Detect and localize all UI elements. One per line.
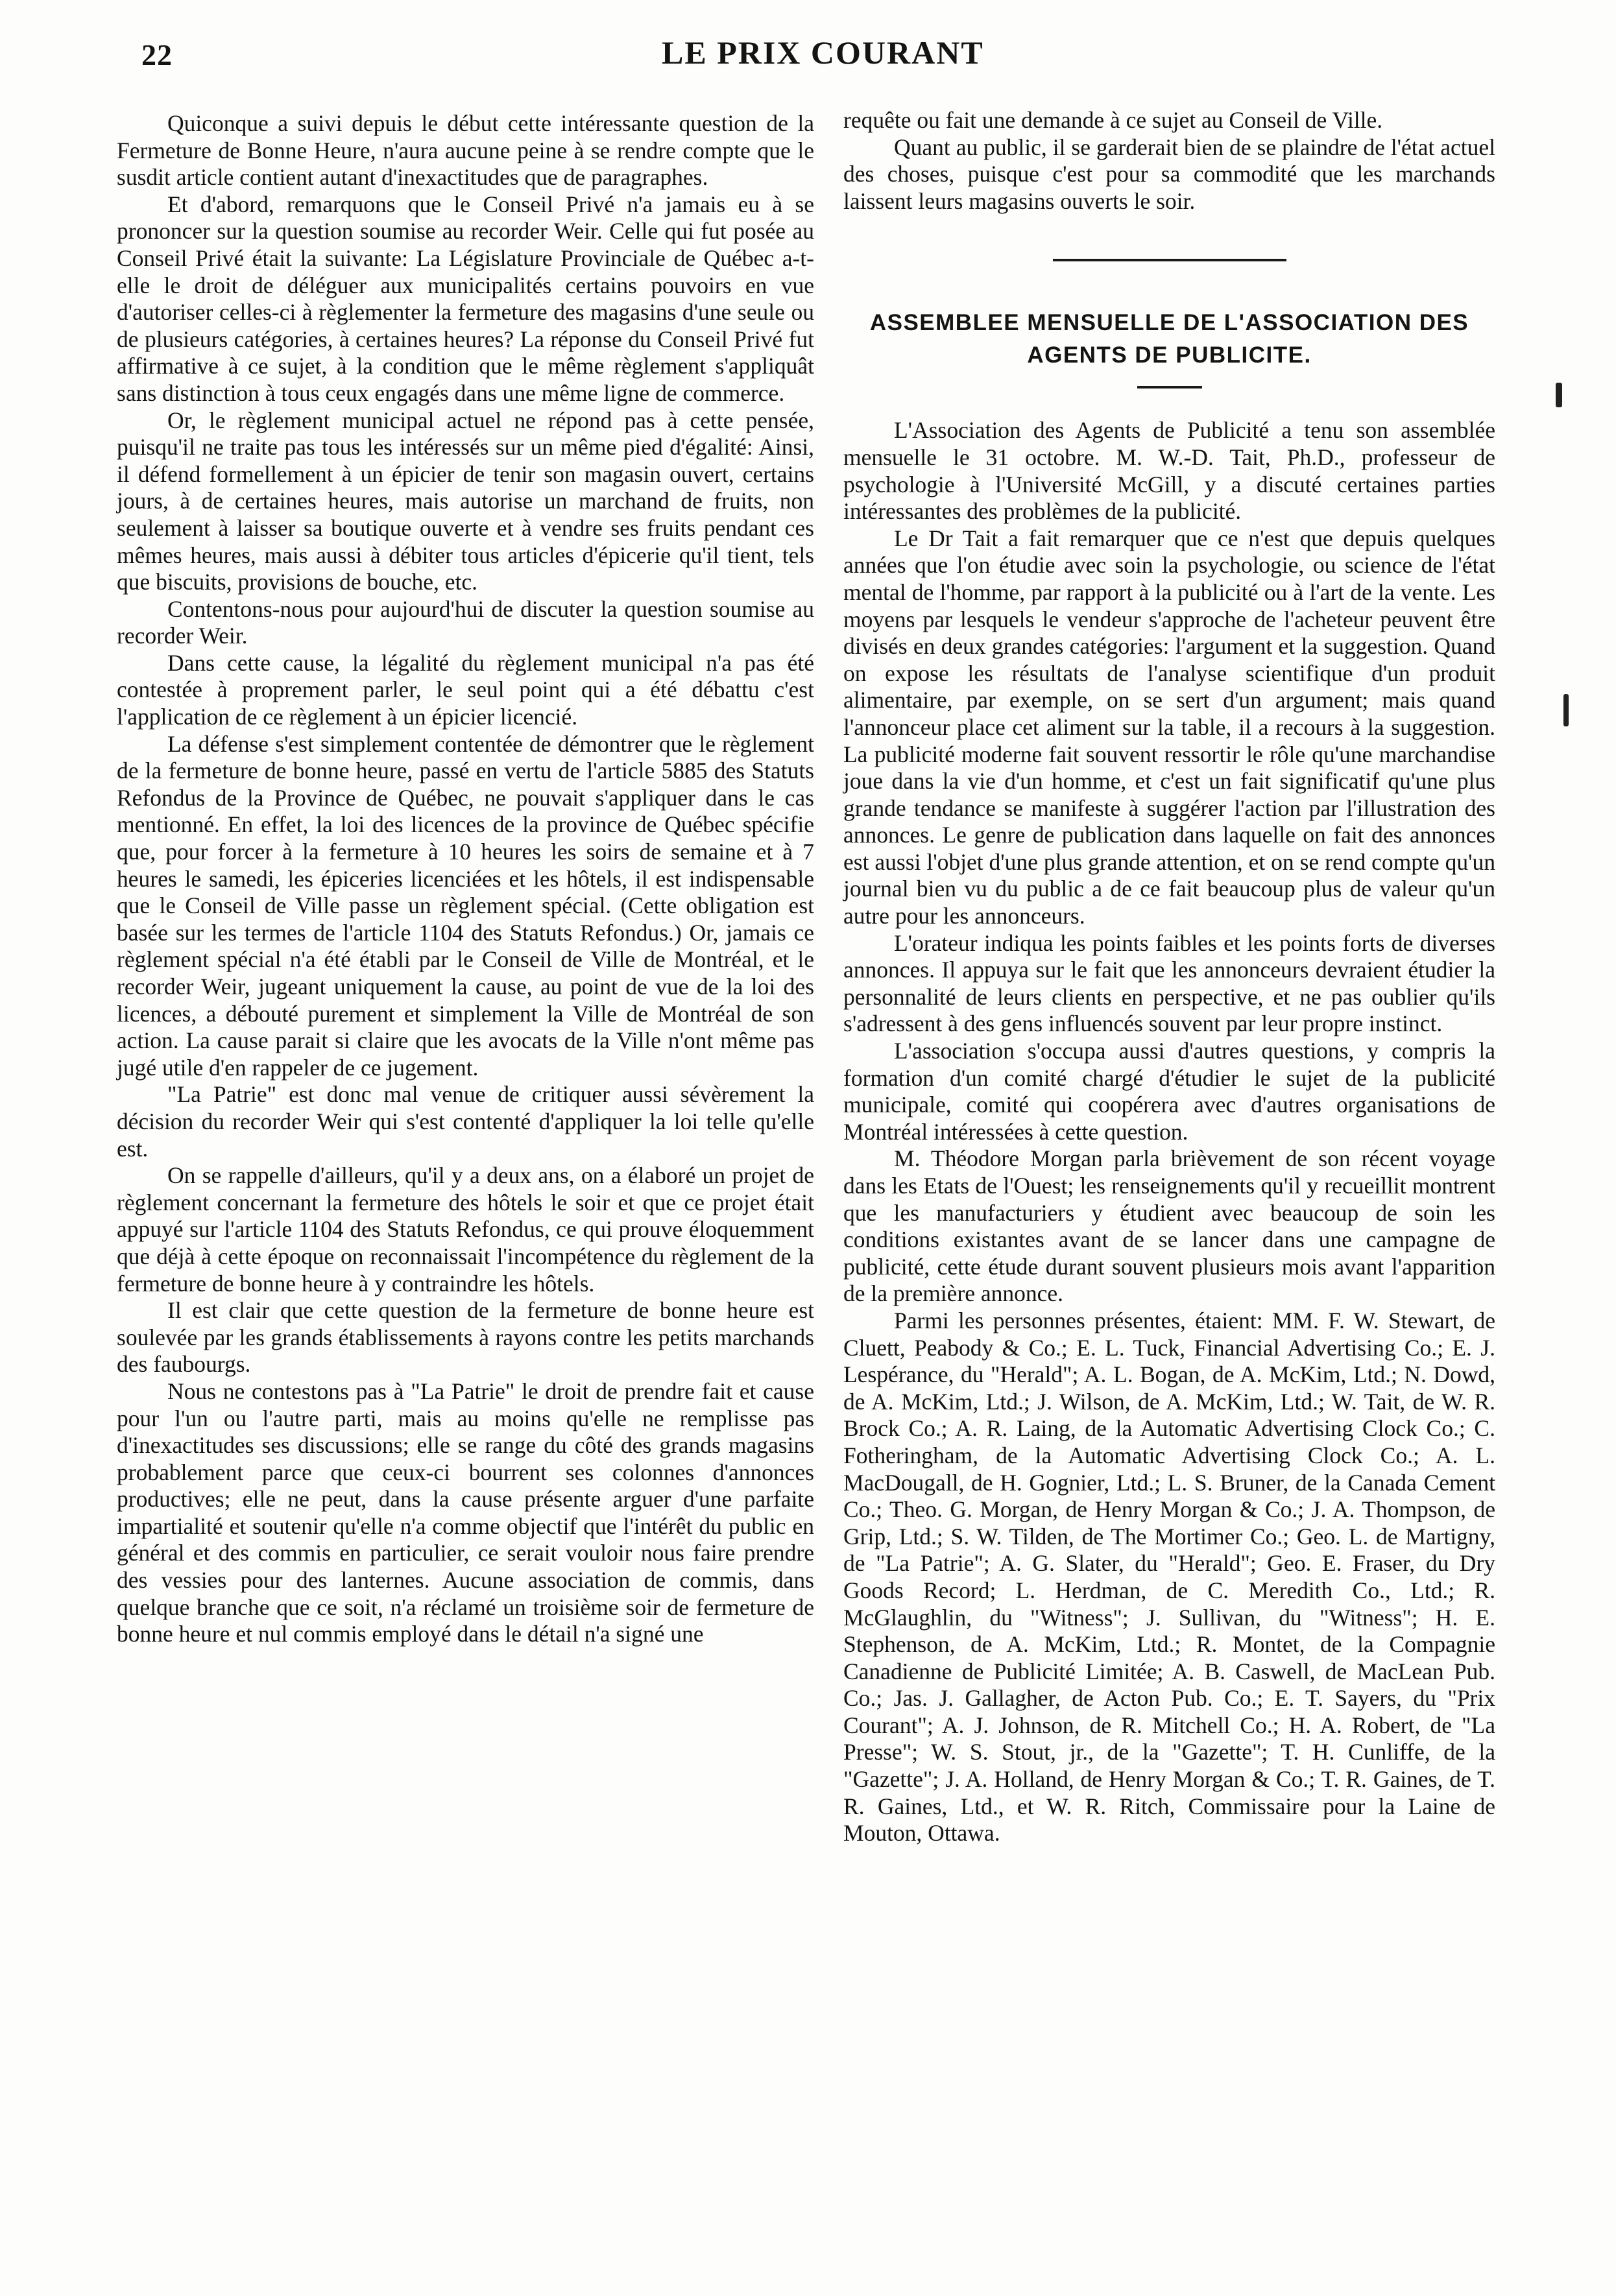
running-title: LE PRIX COURANT — [662, 34, 984, 71]
left-column — [117, 110, 814, 1648]
page-number: 22 — [141, 38, 173, 71]
continuation-paragraph: Quant au public, il se garderait bien de se plaindre de l'état actuel des choses, puisque c'est pour sa commodité que les marchands laissent leurs magasins ouverts le soir. — [843, 134, 1495, 214]
article-paragraph: Or, le règlement municipal actuel ne répond pas à cette pensée, puisqu'il ne traite pas tous les intéressés sur un même pied d'égalité: Ainsi, il défend formellement à un épicier de tenir son magasin ouvert, certains jours, à de certaines heures, mais autorise un marchand de fruits, non seulement à laisser sa boutique ouverte et à vendre ses fruits pendant ces mêmes heures, mais aussi à débiter tous articles d'épicerie qu'il tient, tels que biscuits, provisions de bouche, etc. — [117, 407, 814, 595]
binding-mark — [1563, 694, 1569, 726]
continuation-paragraph: requête ou fait une demande à ce sujet au Conseil de Ville. — [843, 107, 1383, 133]
right-column — [843, 107, 1495, 1847]
article-paragraph: M. Théodore Morgan parla brièvement de son récent voyage dans les Etats de l'Ouest; les renseignements qu'il y recueillit montrent que les manufacturiers y étudient avec beaucoup de soin les conditions existantes avant de se lancer dans une campagne de publicité, cette étude durant souvent plusieurs mois avant l'apparition de la première annonce. — [843, 1145, 1495, 1307]
article-paragraph: L'orateur indiqua les points faibles et les points forts de diverses annonces. Il appuya sur le fait que les annonceurs devraient étudier la personnalité de leurs clients en perspective, et ne pas oublier qu'ils s'adressent à des gens influencés souvent par leur propre instinct. — [843, 929, 1495, 1037]
article-paragraph: L'Association des Agents de Publicité a tenu son assemblée mensuelle le 31 octobre. M. W.-D. Tait, Ph.D., professeur de psychologie à l'Université McGill, y a discuté certaines parties intéressantes des problèmes de la publicité. — [843, 417, 1495, 525]
article-headline: ASSEMBLEE MENSUELLE DE L'ASSOCIATION DES AGENTS DE PUBLICITE. — [869, 310, 1469, 368]
article-paragraph: Et d'abord, remarquons que le Conseil Privé n'a jamais eu à se prononcer sur la question soumise au recorder Weir. Celle qui fut posée au Conseil Privé était la suivante: La Législature Provinciale de Québec a-t-elle le droit de déléguer aux municipalités certains pouvoirs en vue d'autoriser celles-ci à règlementer la fermeture des magasins d'une seule ou de plusieurs catégories, à certaines heures? La réponse du Conseil Privé fut affirmative à ce sujet, à la condition que le même règlement s'appliquât sans distinction à tous ceux engagés dans une même ligne de commerce. — [117, 191, 814, 406]
article-paragraph: "La Patrie" est donc mal venue de critiquer aussi sévèrement la décision du recorder Weir qui s'est contenté d'appliquer la loi telle qu'elle est. — [117, 1081, 814, 1162]
article-paragraph: Contentons-nous pour aujourd'hui de discuter la question soumise au recorder Weir. — [117, 595, 814, 649]
attendee-list: Parmi les personnes présentes, étaient: MM. F. W. Stewart, de Cluett, Peabody & Co.; E. L. Tuck, Financial Advertising Co.; E. J. Lespérance, du "Herald"; A. L. Bogan, de A. McKim, Ltd.; N. Dowd, de A. McKim, Ltd.; J. Wilson, de A. McKim, Ltd.; W. Tait, de W. R. Brock Co.; A. R. Laing, de la Automatic Advertising Clock Co.; C. Fotheringham, de la Automatic Advertising Clock Co.; A. L. MacDougall, de H. Gognier, Ltd.; L. S. Bruner, de la Canada Cement Co.; Theo. G. Morgan, de Henry Morgan & Co.; J. A. Thompson, de Grip, Ltd.; S. W. Tilden, de The Mortimer Co.; Geo. L. de Martigny, de "La Patrie"; A. G. Slater, du "Herald"; Geo. E. Fraser, du Dry Goods Record; L. Herdman, de C. Meredith Co., Ltd.; R. McGlaughlin, du "Witness"; J. Sullivan, du "Witness"; H. E. Stephenson, de A. McKim, Ltd.; R. Montet, de la Compagnie Canadienne de Publicité Limitée; A. B. Caswell, de MacLean Pub. Co.; Jas. J. Gallagher, de Acton Pub. Co.; E. T. Sayers, du "Prix Courant"; A. J. Johnson, de R. Mitchell Co.; H. A. Robert, de "La Presse"; W. S. Stout, jr., de la "Gazette"; T. H. Cunliffe, de la "Gazette"; J. A. Holland, de Henry Morgan & Co.; T. R. Gaines, de T. R. Gaines, Ltd., et W. R. Ritch, Commissaire pour la Laine de Mouton, Ottawa. — [843, 1307, 1495, 1847]
headline-divider — [1137, 386, 1202, 389]
article-paragraph: Quiconque a suivi depuis le début cette intéressante question de la Fermeture de Bonne Heure, n'aura aucune peine à se rendre compte que le susdit article contient autant d'inexactitudes que de paragraphes. — [117, 110, 814, 191]
section-divider — [1053, 259, 1286, 261]
article-paragraph: La défense s'est simplement contentée de démontrer que le règlement de la fermeture de bonne heure, passé en vertu de l'article 5885 des Statuts Refondus de la Province de Québec, ne pouvait s'appliquer dans le cas mentionné. En effet, la loi des licences de la province de Québec spécifie que, pour forcer à la fermeture à 10 heures les soirs de semaine et à 7 heures le samedi, les épiceries licenciées et les hôtels, il est indispensable que le Conseil de Ville passe un règlement spécial. (Cette obligation est basée sur les termes de l'article 1104 des Statuts Refondus.) Or, jamais ce règlement spécial n'a été établi par le Conseil de Ville de Montréal, et le recorder Weir, jugeant uniquement la cause, au point de vue de la loi des licences, a débouté purement et simplement la Ville de Montréal de son action. La cause parait si claire que les avocats de la Ville n'ont même pas jugé utile d'en rappeler de ce jugement. — [117, 730, 814, 1081]
article-paragraph: Dans cette cause, la légalité du règlement municipal n'a pas été contestée à proprement parler, le seul point qui a été débattu c'est l'application de ce règlement à un épicier licencié. — [117, 649, 814, 730]
article-paragraph: Nous ne contestons pas à "La Patrie" le droit de prendre fait et cause pour l'un ou l'autre parti, mais au moins qu'elle ne remplisse pas d'inexactitudes ses discussions; elle se range du côté des grands magasins probablement parce que ceux-ci bourrent ses colonnes d'annonces productives; elle ne peut, dans la cause présente arguer d'une parfaite impartialité et soutenir qu'elle n'a comme objectif que l'intérêt du public en général et des commis en particulier, ce serait vouloir nous faire prendre des vessies pour des lanternes. Aucune association de commis, dans quelque branche que ce soit, n'a réclamé un troisième soir de fermeture de bonne heure et nul commis employé dans le détail n'a signé une — [117, 1378, 814, 1647]
article-paragraph: L'association s'occupa aussi d'autres questions, y compris la formation d'un comité chargé d'étudier le sujet de la publicité municipale, comité qui coopérera avec d'autres organisations de Montréal intéressées à cette question. — [843, 1038, 1495, 1145]
binding-mark — [1556, 383, 1562, 407]
article-paragraph: On se rappelle d'ailleurs, qu'il y a deux ans, on a élaboré un projet de règlement concernant la fermeture des hôtels le soir et que ce projet était appuyé sur l'article 1104 des Statuts Refondus, ce qui prouve éloquemment que déjà à cette époque on reconnaissait l'incompétence du règlement de la fermeture de bonne heure à y contraindre les hôtels. — [117, 1162, 814, 1297]
article-paragraph: Il est clair que cette question de la fermeture de bonne heure est soulevée par les grands établissements à rayons contre les petits marchands des faubourgs. — [117, 1297, 814, 1378]
article-paragraph: Le Dr Tait a fait remarquer que ce n'est que depuis quelques années que l'on étudie avec soin la psychologie, ou science de l'état mental de l'homme, par rapport à la publicité ou à l'art de la vente. Les moyens par lesquels le vendeur s'approche de l'acheteur peuvent être divisés en deux grandes catégories: l'argument et la suggestion. Quand on expose les résultats de l'analyse scientifique d'un produit alimentaire, par exemple, on se sert d'un argument; mais quand l'annonceur place cet aliment sur la table, il a recours à la suggestion. La publicité moderne fait souvent ressortir le rôle qu'une marchandise joue dans la vie d'un homme, et c'est un fait significatif qu'une plus grande tendance se manifeste à suggérer l'action par l'illustration des annonces. Le genre de publication dans laquelle on fait des annonces est aussi l'objet d'une plus grande attention, et on se rend compte qu'un journal bien vu du public a de ce fait beaucoup plus de valeur qu'un autre pour les annonceurs. — [843, 525, 1495, 929]
